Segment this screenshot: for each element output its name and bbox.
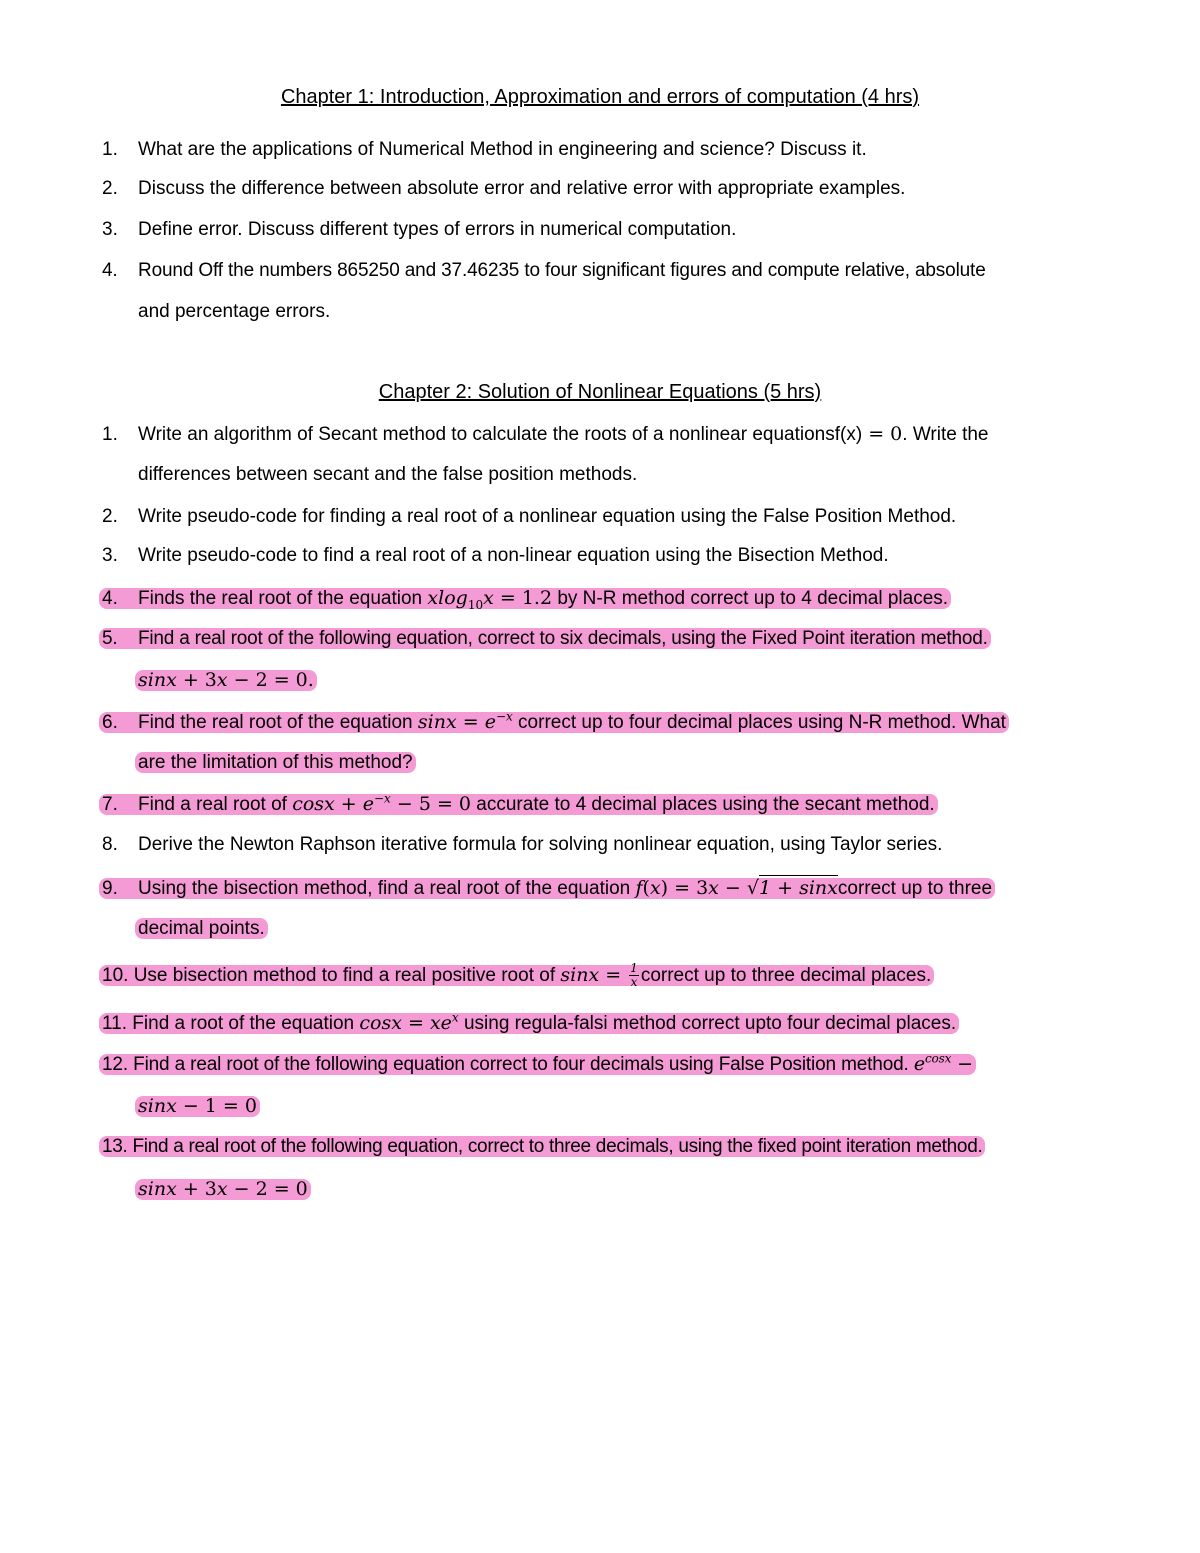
highlight: sinx + 3x − 2 = 0 — [135, 1179, 311, 1200]
highlight: 6. Find the real root of the equation $\sin x = e^{-x}$ correct up to four decimal places using N-R method. What — [99, 712, 1009, 733]
ch2-question-12-continued — [138, 1091, 260, 1121]
ch1-question-4-continued: and percentage errors. — [138, 301, 331, 322]
ch2-question-7 — [102, 789, 938, 819]
ch2-question-5 — [102, 624, 991, 654]
ch2-question-6 — [102, 707, 1009, 737]
highlight: sinx − 1 = 0 — [135, 1096, 260, 1117]
ch2-question-11 — [102, 1008, 959, 1038]
ch2-question-9-continued — [138, 914, 268, 944]
highlight: 10. Use bisection method to find a real positive root of sinx = $\frac{1}{x}$ correct up to three decimal places. — [99, 965, 934, 986]
ch2-question-3: 3. Write pseudo-code to find a real root of a non-linear equation using the Bisection Method. — [102, 545, 889, 566]
ch1-question-2: 2. Discuss the difference between absolute error and relative error with appropriate examples. — [102, 178, 906, 199]
ch2-question-4 — [102, 583, 951, 613]
ch2-question-1-continued: differences between secant and the false position methods. — [138, 464, 638, 485]
highlight: 4. Finds the real root of the equation xlog$_{10}$x = 1.2 by N-R method correct up to 4 decimal places. — [99, 588, 951, 609]
ch2-question-2: 2. Write pseudo-code for finding a real root of a nonlinear equation using the False Position Method. — [102, 506, 957, 527]
chapter-2-heading: Chapter 2: Solution of Nonlinear Equations (5 hrs) — [378, 381, 822, 403]
chapter-1-heading: Chapter 1: Introduction, Approximation and errors of computation (4 hrs) — [280, 86, 920, 108]
ch1-question-1: 1. What are the applications of Numerical Method in engineering and science? Discuss it. — [102, 139, 867, 160]
highlight: decimal points. — [135, 918, 268, 939]
fraction: $\frac{1}{x}$ — [630, 961, 638, 990]
ch2-question-6-continued — [138, 748, 416, 778]
ch2-question-8: 8. Derive the Newton Raphson iterative formula for solving nonlinear equation, using Taylor series. — [102, 834, 943, 855]
ch2-question-10 — [102, 960, 934, 990]
highlight: sinx + 3x − 2 = 0. — [135, 670, 317, 691]
highlight: 9. Using the bisection method, find a real root of the equation f(x) = 3x − √1 + sinxcorrect up to three — [99, 878, 995, 899]
highlight: 5. Find a real root of the following equation, correct to six decimals, using the Fixed Point iteration method. — [99, 628, 991, 649]
ch2-question-5-continued — [138, 665, 317, 695]
ch2-question-9 — [102, 873, 995, 903]
highlight: are the limitation of this method? — [135, 752, 416, 773]
highlight: 11. Find a root of the equation $\cos x = xe^x$ using regula-falsi method correct upto four decimal places. — [99, 1013, 959, 1034]
highlight: 7. Find a real root of $\cos x + e^{-x} - 5 = 0$ accurate to 4 decimal places using the secant method. — [99, 794, 938, 815]
highlight: 12. Find a real root of the following equation correct to four decimals using False Position method. $e^{cosx}$ − — [99, 1054, 976, 1075]
ch2-question-12 — [102, 1049, 976, 1079]
ch1-question-3: 3. Define error. Discuss different types of errors in numerical computation. — [102, 219, 737, 240]
ch2-question-1: 1. Write an algorithm of Secant method to calculate the roots of a nonlinear equationsf(x) = 0. Write the — [102, 423, 989, 445]
ch1-question-4: 4. Round Off the numbers 865250 and 37.46235 to four significant figures and compute relative, absolute — [102, 260, 986, 281]
ch2-question-13 — [102, 1132, 985, 1162]
highlight: 13. Find a real root of the following equation, correct to three decimals, using the fixed point iteration method. — [99, 1136, 985, 1157]
ch2-question-13-continued — [138, 1174, 311, 1204]
